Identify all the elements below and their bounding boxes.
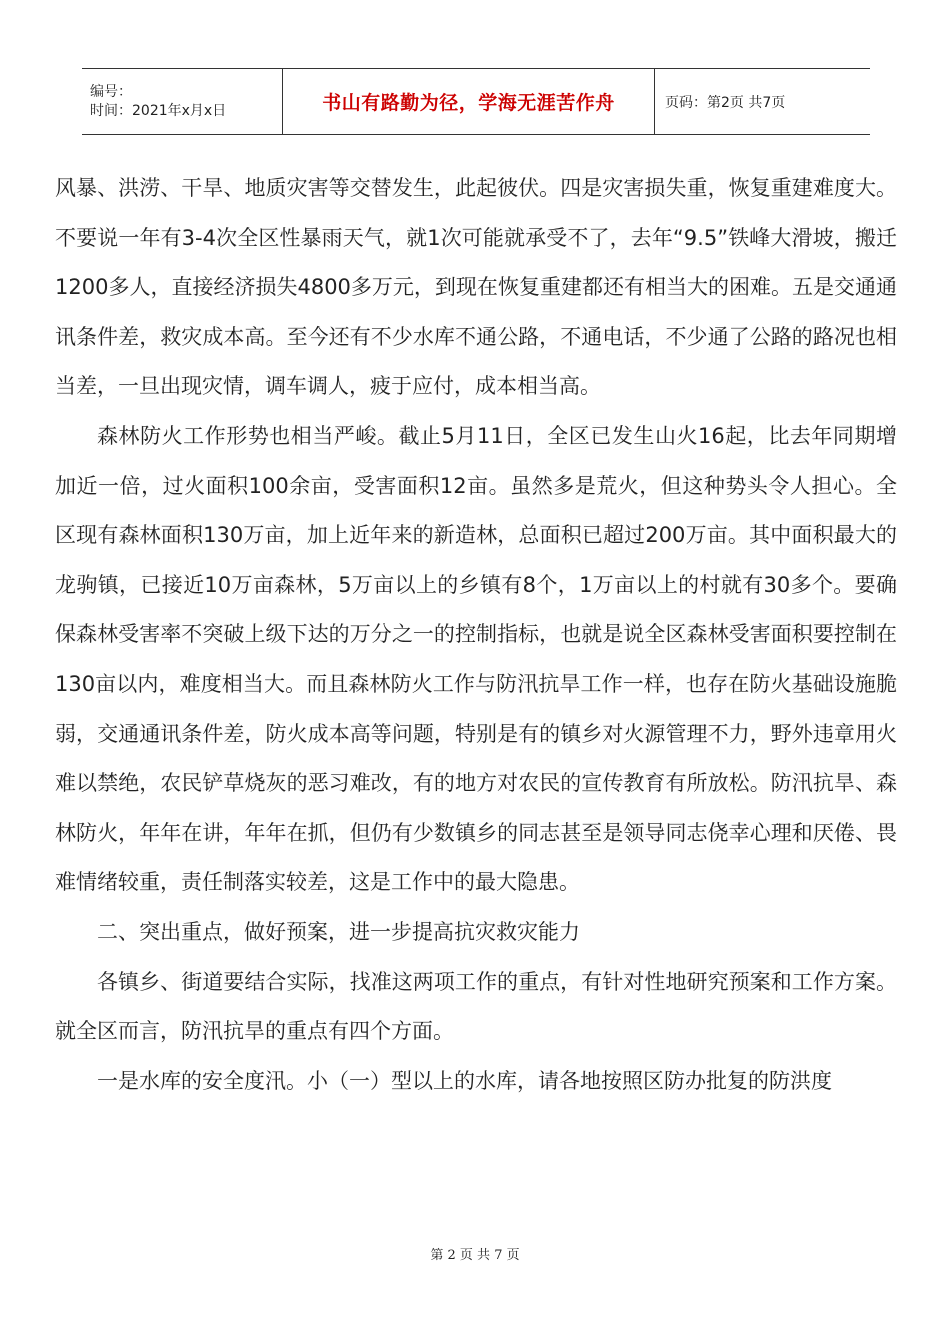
- body-paragraph: 一是水库的安全度汛。小（一）型以上的水库，请各地按照区防办批复的防洪度: [97, 1068, 832, 1093]
- page-header: [82, 68, 870, 135]
- document-date: 时间：2021年x月x日: [90, 102, 227, 119]
- body-paragraph: 各镇乡、街道要结合实际，找准这两项工作的重点，有针对性地研究预案和工作方案。就全区而言，防汛抗旱的重点有四个方面。: [55, 969, 897, 1044]
- header-meta: [82, 69, 282, 134]
- body-paragraph: 风暴、洪涝、干旱、地质灾害等交替发生，此起彼伏。四是灾害损失重，恢复重建难度大。不要说一年有3-4次全区性暴雨天气，就1次可能就承受不了，去年“9.5”铁峰大滑坡，搬迁1200多人，直接经济损失4800多万元，到现在恢复重建都还有相当大的困难。五是交通通讯条件差，救灾成本高。至今还有不少水库不通公路，不通电话，不少通了公路的路况也相当差，一旦出现灾情，调车调人，疲于应付，成本相当高。: [55, 176, 897, 399]
- header-page-info: 页码：第2页 共7页: [665, 94, 786, 111]
- page-footer: 第 2 页 共 7 页: [430, 1248, 520, 1263]
- body-paragraph: 森林防火工作形势也相当严峻。截止5月11日，全区已发生山火16起，比去年同期增加近一倍，过火面积100余亩，受害面积12亩。虽然多是荒火，但这种势头令人担心。全区现有森林面积130万亩，加上近年来的新造林，总面积已超过200万亩。其中面积最大的龙驹镇，已接近10万亩森林，5万亩以上的乡镇有8个，1万亩以上的村就有30多个。要确保森林受害率不突破上级下达的万分之一的控制指标，也就是说全区森林受害面积要控制在130亩以内，难度相当大。而且森林防火工作与防汛抗旱工作一样，也存在防火基础设施脆弱，交通通讯条件差，防火成本高等问题，特别是有的镇乡对火源管理不力，野外违章用火难以禁绝，农民铲草烧灰的恶习难改，有的地方对农民的宣传教育有所放松。防汛抗旱、森林防火，年年在讲，年年在抓，但仍有少数镇乡的同志甚至是领导同志侥幸心理和厌倦、畏难情绪较重，责任制落实较差，这是工作中的最大隐患。: [55, 423, 897, 895]
- document-number-label: 编号：: [90, 83, 132, 100]
- section-heading: 二、突出重点，做好预案，进一步提高抗灾救灾能力: [97, 919, 580, 944]
- header-motto: 书山有路勤为径，学海无涯苦作舟: [282, 69, 655, 134]
- document-body: [55, 164, 897, 1106]
